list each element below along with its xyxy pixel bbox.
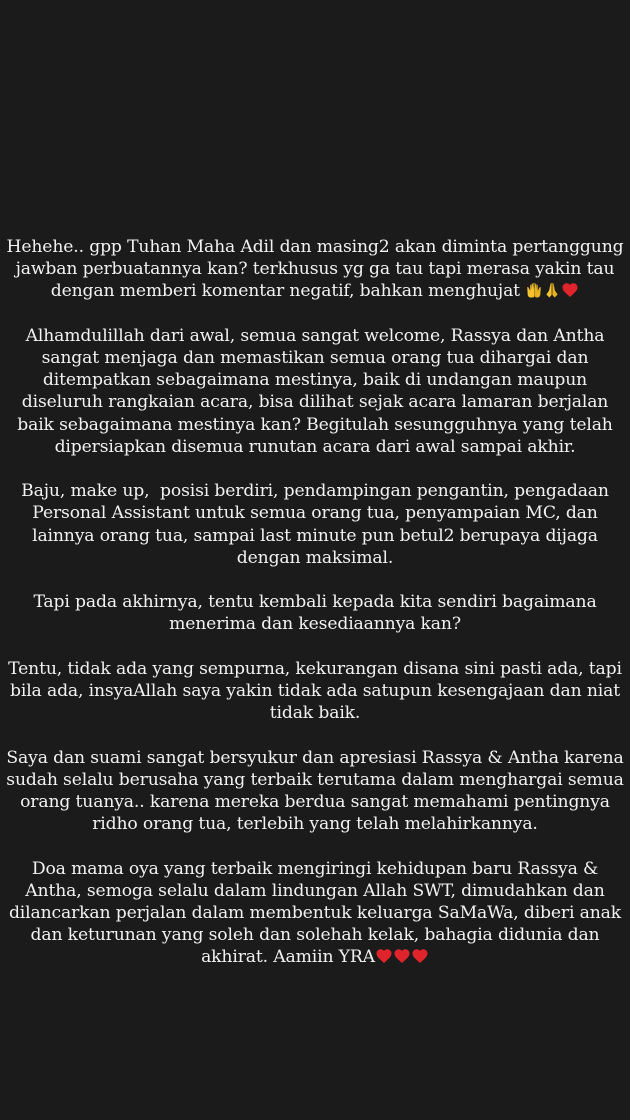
story-paragraph-text: Alhamdulillah dari awal, semua sangat welcome, Rassya dan Antha sangat menjaga dan memastikan semua orang tua dihargai dan ditempatkan sebagaimana mestinya, baik di undangan maupun diseluruh rangkaian acara, bisa dilihat sejak acara lamaran berjalan baik sebagaimana mestinya kan? Begitulah sesungguhnya yang telah dipersiapkan disemua runutan acara dari awal sampai akhir. xyxy=(17,325,619,457)
story-paragraph xyxy=(4,658,626,725)
story-paragraph xyxy=(4,325,626,458)
story-paragraph-text: Doa mama oya yang terbaik mengiringi kehidupan baru Rassya & Antha, semoga selalu dalam lindungan Allah SWT, dimudahkan dan dilancarkan perjalan dalam membentuk keluarga SaMaWa, diberi anak dan keturunan yang soleh dan solehah kelak, bahagia didunia dan akhirat. Aamiin YRA xyxy=(8,858,627,968)
red-heart-icon xyxy=(393,947,411,965)
open-hands-icon xyxy=(525,281,543,299)
story-paragraph xyxy=(4,480,626,569)
story-paragraph xyxy=(4,858,626,969)
story-paragraph xyxy=(4,591,626,635)
story-paragraph-text: Hehehe.. gpp Tuhan Maha Adil dan masing2 akan diminta pertanggung jawban perbuatannya kan? terkhusus yg ga tau tapi merasa yakin tau dengan memberi komentar negatif, bahkan menghujat xyxy=(6,237,629,302)
story-paragraph-text: Saya dan suami sangat bersyukur dan apresiasi Rassya & Antha karena sudah selalu berusaha yang terbaik terutama dalam menghargai semua orang tuanya.. karena mereka berdua sangat memahami pentingnya ridho orang tua, terlebih yang telah melahirkannya. xyxy=(6,747,630,835)
story-paragraph-text: Baju, make up, posisi berdiri, pendampingan pengantin, pengadaan Personal Assistant untuk semua orang tua, penyampaian MC, dan lainnya orang tua, sampai last minute pun betul2 berupaya dijaga dengan maksimal. xyxy=(21,481,615,568)
folded-hands-icon xyxy=(543,281,561,299)
story-paragraph xyxy=(4,236,629,303)
story-text-block xyxy=(4,236,630,969)
red-heart-icon xyxy=(375,947,393,965)
red-heart-icon xyxy=(561,281,579,299)
story-paragraph-text: Tentu, tidak ada yang sempurna, kekurangan disana sini pasti ada, tapi bila ada, insyaAllah saya yakin tidak ada satupun kesengajaan dan niat tidak baik. xyxy=(8,658,628,724)
story-paragraph-text: Tapi pada akhirnya, tentu kembali kepada kita sendiri bagaimana menerima dan kesediaannya kan? xyxy=(33,592,602,635)
red-heart-icon xyxy=(411,947,429,965)
story-paragraph xyxy=(4,747,630,836)
